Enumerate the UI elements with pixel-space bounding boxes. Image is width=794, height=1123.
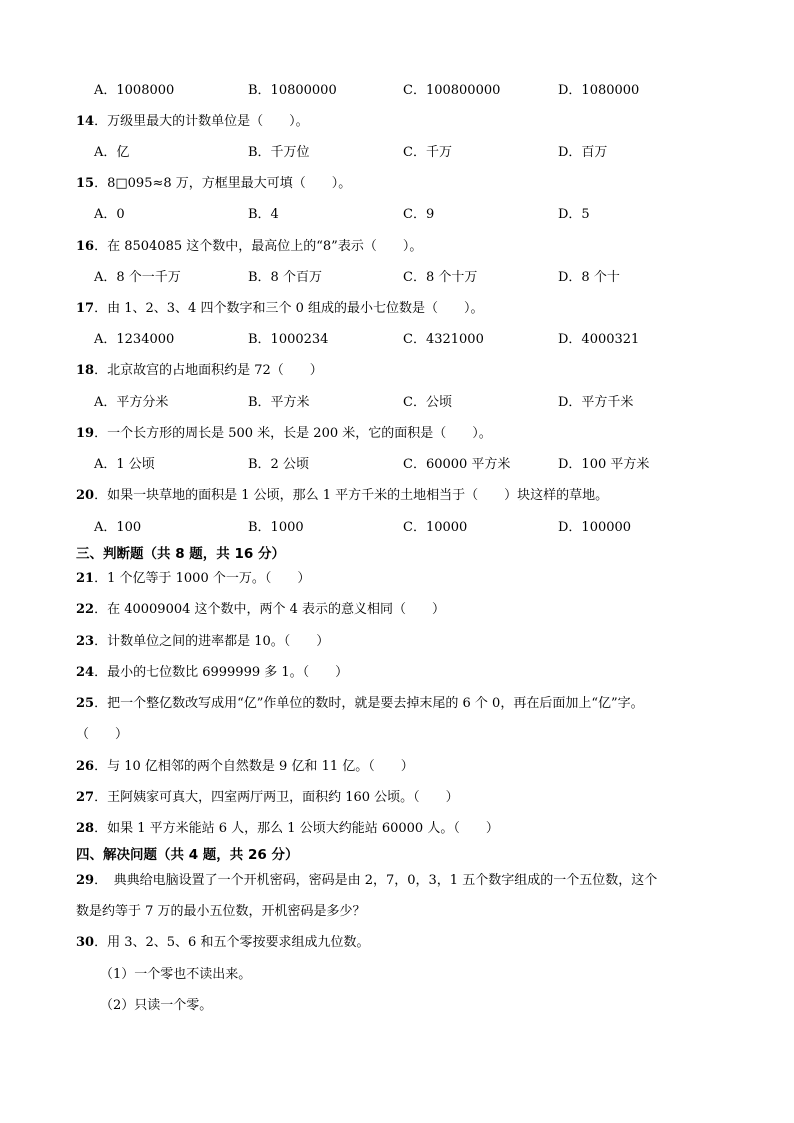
question-text: ．如果一块草地的面积是 1 公顷，那么 1 平方千米的土地相当于（ ）块这样的草地。 xyxy=(94,488,609,503)
question-number: 18 xyxy=(76,363,95,378)
question-24 xyxy=(76,664,348,682)
question-text: ．把一个整亿数改写成用“亿”作单位的数时，就是要去掉末尾的 6 个 0，再在后面加上“亿”字。 xyxy=(94,696,644,711)
question-number: 23 xyxy=(76,634,95,649)
question-number: 14 xyxy=(76,114,95,129)
options-row-19 xyxy=(0,456,794,474)
option-b: B．平方米 xyxy=(248,395,310,410)
question-text: ．1 个亿等于 1000 个一万。（ ） xyxy=(94,571,311,586)
option-d: D．百万 xyxy=(558,145,608,160)
question-text: ．一个长方形的周长是 500 米，长是 200 米，它的面积是（ ）。 xyxy=(94,426,492,441)
question-text: ．8□095≈8 万，方框里最大可填（ ）。 xyxy=(94,176,352,191)
option-d: D．100000 xyxy=(558,520,632,535)
question-text: ．如果 1 平方米能站 6 人，那么 1 公顷大约能站 60000 人。（ ） xyxy=(94,821,499,836)
question-text: ．万级里最大的计数单位是（ ）。 xyxy=(94,114,309,129)
option-d: D．100 平方米 xyxy=(558,457,650,472)
question-19 xyxy=(76,425,492,443)
option-a: A．8 个一千万 xyxy=(94,270,181,285)
question-number: 20 xyxy=(76,488,95,503)
option-c: C．4321000 xyxy=(403,332,484,347)
option-a: A．1008000 xyxy=(94,83,175,98)
option-d: D．8 个十 xyxy=(558,270,620,285)
question-number: 21 xyxy=(76,571,95,586)
option-a: A．1 公顷 xyxy=(94,457,155,472)
question-29 xyxy=(76,872,657,890)
option-a: A．100 xyxy=(94,520,142,535)
option-c: C．10000 xyxy=(403,520,468,535)
option-a: A．0 xyxy=(94,207,125,222)
option-d: D．平方千米 xyxy=(558,395,634,410)
question-29-continuation: 数是约等于 7 万的最小五位数，开机密码是多少？ xyxy=(76,904,366,919)
question-27 xyxy=(76,789,459,807)
option-a: A．平方分米 xyxy=(94,395,169,410)
section-title-judgment: 三、判断题（共 8 题，共 16 分） xyxy=(76,546,285,562)
question-16 xyxy=(76,238,422,256)
question-text: ．计数单位之间的进率都是 10。（ ） xyxy=(94,634,330,649)
question-number: 16 xyxy=(76,239,95,254)
question-18 xyxy=(76,362,323,380)
option-c: C．9 xyxy=(403,207,435,222)
options-row-18 xyxy=(0,394,794,412)
options-row-20 xyxy=(0,519,794,537)
question-number: 25 xyxy=(76,696,95,711)
question-number: 22 xyxy=(76,602,95,617)
question-number: 29 xyxy=(76,873,95,888)
option-d: D．1080000 xyxy=(558,83,640,98)
question-text: ．北京故宫的占地面积约是 72（ ） xyxy=(94,363,323,378)
option-b: B．2 公顷 xyxy=(248,457,309,472)
question-23 xyxy=(76,633,329,651)
question-number: 24 xyxy=(76,665,95,680)
question-number: 28 xyxy=(76,821,95,836)
question-20 xyxy=(76,487,608,505)
question-28 xyxy=(76,820,499,838)
options-row-14 xyxy=(0,144,794,162)
question-22 xyxy=(76,601,445,619)
question-number: 27 xyxy=(76,790,95,805)
question-text: ．用 3、2、5、6 和五个零按要求组成九位数。 xyxy=(94,935,370,950)
question-text: ．在 40009004 这个数中，两个 4 表示的意义相同（ ） xyxy=(94,602,446,617)
option-c: C．公顷 xyxy=(403,395,452,410)
question-17 xyxy=(76,300,483,318)
option-b: B．千万位 xyxy=(248,145,310,160)
question-number: 15 xyxy=(76,176,95,191)
options-row-16 xyxy=(0,269,794,287)
section-title-problems: 四、解决问题（共 4 题，共 26 分） xyxy=(76,847,299,863)
question-text: ．与 10 亿相邻的两个自然数是 9 亿和 11 亿。（ ） xyxy=(94,759,414,774)
question-26 xyxy=(76,758,414,776)
question-text: ． 典典给电脑设置了一个开机密码，密码是由 2，7，0，3，1 五个数字组成的一个五位数，这个 xyxy=(94,873,658,888)
question-text: ．在 8504085 这个数中，最高位上的“8”表示（ ）。 xyxy=(94,239,423,254)
question-text: ．最小的七位数比 6999999 多 1。（ ） xyxy=(94,665,349,680)
options-row-15 xyxy=(0,206,794,224)
option-a: A．1234000 xyxy=(94,332,175,347)
question-text: ．王阿姨家可真大，四室两厅两卫，面积约 160 公顷。（ ） xyxy=(94,790,459,805)
option-a: A．亿 xyxy=(94,145,130,160)
option-b: B．8 个百万 xyxy=(248,270,322,285)
option-b: B．4 xyxy=(248,207,279,222)
option-c: C．100800000 xyxy=(403,83,501,98)
question-25 xyxy=(76,695,644,713)
option-c: C．60000 平方米 xyxy=(403,457,511,472)
question-30 xyxy=(76,934,369,952)
question-number: 30 xyxy=(76,935,95,950)
question-15 xyxy=(76,175,351,193)
option-c: C．8 个十万 xyxy=(403,270,478,285)
option-c: C．千万 xyxy=(403,145,452,160)
question-30-part-2: （2）只读一个零。 xyxy=(100,998,213,1013)
question-21 xyxy=(76,570,310,588)
options-row-13 xyxy=(0,82,794,100)
option-b: B．1000 xyxy=(248,520,304,535)
question-text: ．由 1、2、3、4 四个数字和三个 0 组成的最小七位数是（ ）。 xyxy=(94,301,484,316)
question-number: 19 xyxy=(76,426,95,441)
option-b: B．10800000 xyxy=(248,83,337,98)
options-row-17 xyxy=(0,331,794,349)
option-b: B．1000234 xyxy=(248,332,329,347)
option-d: D．5 xyxy=(558,207,590,222)
question-14 xyxy=(76,113,309,131)
question-30-part-1: （1）一个零也不读出来。 xyxy=(100,967,252,982)
question-number: 17 xyxy=(76,301,95,316)
question-25-answer-blank: （ ） xyxy=(76,727,129,742)
question-number: 26 xyxy=(76,759,95,774)
option-d: D．4000321 xyxy=(558,332,640,347)
